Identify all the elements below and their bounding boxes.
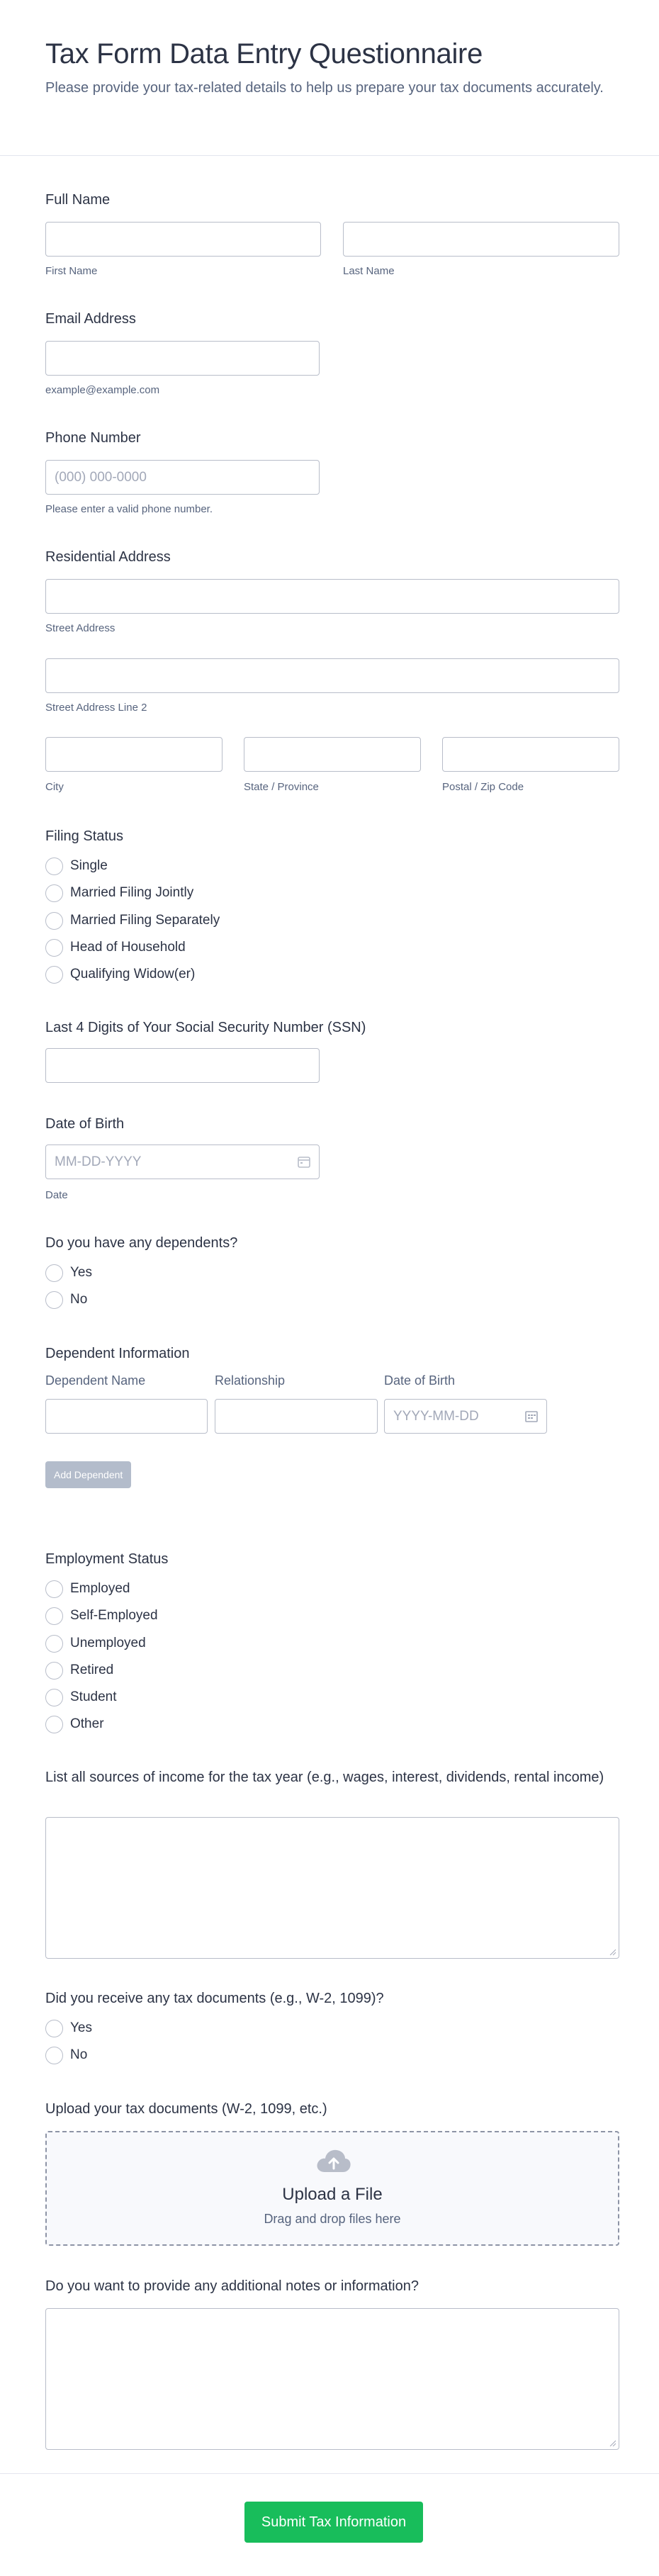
dependent-name-input[interactable] xyxy=(45,1399,208,1434)
radio-button[interactable] xyxy=(45,1607,63,1625)
page-subtitle: Please provide your tax-related details to help us prepare your tax documents accurately. xyxy=(45,80,604,96)
dependents-option-yes[interactable]: Yes xyxy=(45,1262,92,1283)
email-label: Email Address xyxy=(45,311,136,327)
address-section xyxy=(45,547,619,802)
email-field[interactable] xyxy=(45,341,320,376)
income-label: List all sources of income for the tax year (e.g., wages, interest, dividends, rental income) xyxy=(45,1770,604,1785)
radio-button[interactable] xyxy=(45,1716,63,1733)
notes-section xyxy=(45,2276,619,2460)
dob-label: Date of Birth xyxy=(45,1116,125,1132)
ssn-input[interactable] xyxy=(45,1048,320,1083)
phone-placeholder: (000) 000-0000 xyxy=(55,470,147,485)
employment-option[interactable]: Employed xyxy=(45,1578,130,1599)
ssn-label: Last 4 Digits of Your Social Security Number (SSN) xyxy=(45,1020,366,1035)
radio-button[interactable] xyxy=(45,1689,63,1706)
notes-textarea[interactable] xyxy=(45,2308,619,2450)
dependent-info-label: Dependent Information xyxy=(45,1346,190,1361)
radio-button[interactable] xyxy=(45,966,63,984)
phone-field[interactable] xyxy=(45,460,320,495)
radio-button[interactable] xyxy=(45,884,63,902)
dependent-dob-input[interactable] xyxy=(384,1399,547,1434)
full-name-section xyxy=(45,190,619,282)
last-name-sublabel: Last Name xyxy=(343,265,395,277)
radio-button[interactable] xyxy=(45,2047,63,2064)
email-section xyxy=(45,309,619,401)
radio-button[interactable] xyxy=(45,1580,63,1598)
radio-button[interactable] xyxy=(45,912,63,930)
filing-status-option[interactable]: Head of Household xyxy=(45,937,186,958)
upload-title: Upload a File xyxy=(282,2185,383,2204)
employment-option[interactable]: Self-Employed xyxy=(45,1605,158,1626)
employment-option[interactable]: Unemployed xyxy=(45,1633,146,1654)
dependents-option-no[interactable]: No xyxy=(45,1289,87,1310)
form-header xyxy=(0,0,659,156)
full-name-label: Full Name xyxy=(45,192,111,208)
phone-section xyxy=(45,428,619,520)
address-label: Residential Address xyxy=(45,549,171,565)
employment-section xyxy=(45,1549,619,1740)
file-drop-zone[interactable] xyxy=(45,2131,619,2246)
street-address-input[interactable] xyxy=(45,579,619,614)
email-sublabel: example@example.com xyxy=(45,384,160,396)
submit-button[interactable]: Submit Tax Information xyxy=(244,2502,423,2543)
filing-status-option[interactable]: Married Filing Jointly xyxy=(45,882,193,904)
tax-docs-section xyxy=(45,1989,619,2066)
tax-docs-label: Did you receive any tax documents (e.g., W-2, 1099)? xyxy=(45,1991,384,2006)
add-dependent-button[interactable]: Add Dependent xyxy=(45,1461,131,1488)
city-input[interactable] xyxy=(45,737,223,772)
city-sublabel: City xyxy=(45,781,64,793)
income-section xyxy=(45,1767,619,1959)
employment-option[interactable]: Student xyxy=(45,1687,117,1708)
phone-sublabel: Please enter a valid phone number. xyxy=(45,503,213,515)
dependent-dob-placeholder: YYYY-MM-DD xyxy=(393,1409,479,1424)
radio-button[interactable] xyxy=(45,1264,63,1282)
street-address-sublabel: Street Address xyxy=(45,622,116,634)
page-title: Tax Form Data Entry Questionnaire xyxy=(45,38,483,69)
upload-section xyxy=(45,2099,619,2248)
dependents-label: Do you have any dependents? xyxy=(45,1235,238,1251)
dob-placeholder: MM-DD-YYYY xyxy=(55,1154,142,1169)
filing-status-option[interactable]: Single xyxy=(45,855,108,877)
column-dependent-name: Dependent Name xyxy=(45,1373,146,1388)
dob-sublabel: Date xyxy=(45,1189,68,1201)
upload-subtitle: Drag and drop files here xyxy=(264,2212,401,2226)
phone-label: Phone Number xyxy=(45,430,141,446)
state-input[interactable] xyxy=(244,737,421,772)
ssn-section xyxy=(45,1018,619,1089)
dob-input[interactable] xyxy=(45,1144,320,1179)
zip-input[interactable] xyxy=(442,737,619,772)
filing-status-section xyxy=(45,826,619,989)
column-relationship: Relationship xyxy=(215,1373,286,1388)
first-name-sublabel: First Name xyxy=(45,265,98,277)
radio-button[interactable] xyxy=(45,857,63,875)
calendar-icon[interactable] xyxy=(298,1156,310,1168)
relationship-input[interactable] xyxy=(215,1399,378,1434)
employment-label: Employment Status xyxy=(45,1551,169,1567)
radio-button[interactable] xyxy=(45,1662,63,1680)
upload-label: Upload your tax documents (W-2, 1099, etc.) xyxy=(45,2101,327,2117)
filing-status-option[interactable]: Married Filing Separately xyxy=(45,910,220,931)
filing-status-option[interactable]: Qualifying Widow(er) xyxy=(45,964,195,985)
radio-button[interactable] xyxy=(45,1291,63,1309)
employment-option[interactable]: Other xyxy=(45,1714,104,1735)
dependents-section xyxy=(45,1233,619,1311)
zip-sublabel: Postal / Zip Code xyxy=(442,781,524,793)
column-date-of-birth: Date of Birth xyxy=(384,1373,456,1388)
footer-divider xyxy=(0,2473,659,2474)
first-name-input[interactable] xyxy=(45,222,321,257)
street-address-line2-input[interactable] xyxy=(45,658,619,693)
dob-section xyxy=(45,1114,619,1206)
filing-status-label: Filing Status xyxy=(45,828,124,844)
calendar-icon[interactable] xyxy=(525,1410,538,1422)
radio-button[interactable] xyxy=(45,939,63,957)
tax-docs-option-yes[interactable]: Yes xyxy=(45,2018,92,2039)
dependent-info-section xyxy=(45,1344,619,1492)
state-sublabel: State / Province xyxy=(244,781,319,793)
resize-handle-icon[interactable] xyxy=(609,2439,616,2446)
tax-docs-option-no[interactable]: No xyxy=(45,2045,87,2066)
resize-handle-icon[interactable] xyxy=(609,1948,616,1955)
street-address-line2-sublabel: Street Address Line 2 xyxy=(45,702,147,714)
radio-button[interactable] xyxy=(45,2020,63,2037)
employment-option[interactable]: Retired xyxy=(45,1660,113,1681)
cloud-upload-icon xyxy=(316,2148,351,2173)
radio-button[interactable] xyxy=(45,1635,63,1653)
income-textarea[interactable] xyxy=(45,1817,619,1959)
last-name-input[interactable] xyxy=(343,222,619,257)
notes-label: Do you want to provide any additional notes or information? xyxy=(45,2278,419,2294)
